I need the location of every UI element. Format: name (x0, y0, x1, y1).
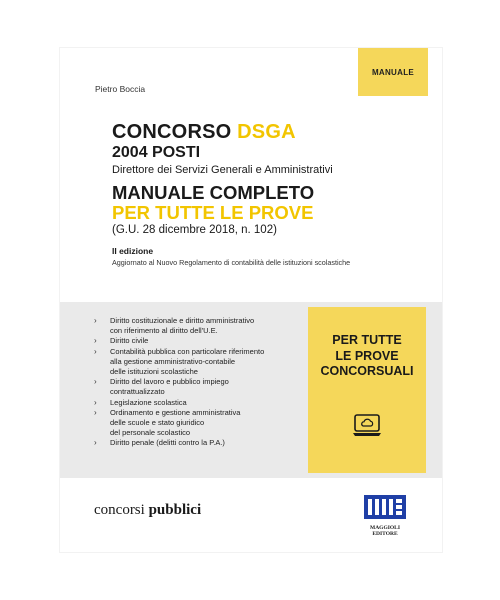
topic-text: Legislazione scolastica (110, 397, 187, 407)
all-exams-text (308, 333, 426, 380)
publisher-suffix: EDITORE (372, 531, 398, 537)
bullet-chevron-icon: › (94, 407, 97, 417)
series-logo (94, 502, 201, 519)
topic-text: Diritto costituzionale e diritto amministrativo (110, 316, 255, 325)
update-note: Aggiornato al Nuovo Regolamento di contabilità delle istituzioni scolastiche (112, 258, 351, 267)
role-subtitle: Direttore dei Servizi Generali e Amministrativi (112, 164, 333, 176)
all-exams-box (308, 307, 426, 473)
topic-text: Diritto civile (110, 336, 149, 346)
topic-item-continuation (94, 367, 304, 377)
topics-list (94, 316, 304, 449)
main-title-accent: DSGA (237, 121, 296, 143)
topic-item (94, 347, 304, 357)
author-name: Pietro Boccia (95, 84, 146, 94)
topic-text: contrattualizzato (110, 387, 165, 397)
publisher-logo (360, 494, 410, 537)
topic-item-continuation (94, 428, 304, 438)
manual-title: MANUALE COMPLETO (112, 182, 315, 203)
topic-item (94, 336, 304, 346)
topic-text: Ordinamento e gestione amministrativa (110, 407, 241, 417)
all-exams-line-3: CONCORSUALI (320, 364, 414, 378)
topic-item-continuation (94, 418, 304, 428)
posts-count: 2004 POSTI (112, 144, 201, 161)
book-cover (60, 48, 442, 552)
topic-item-continuation (94, 387, 304, 397)
topic-text: Diritto del lavoro e pubblico impiego (110, 377, 229, 387)
gazette-reference: (G.U. 28 dicembre 2018, n. 102) (112, 224, 277, 236)
main-title-prefix: CONCORSO (112, 121, 232, 143)
topic-item (94, 377, 304, 387)
topic-item (94, 398, 304, 408)
all-exams-line-1: PER TUTTE (332, 333, 402, 347)
manuale-tag: MANUALE (358, 48, 428, 96)
publisher-name: MAGGIOLI (370, 525, 400, 531)
topics-panel (60, 302, 442, 478)
bullet-chevron-icon: › (94, 336, 97, 346)
topic-text: Contabilità pubblica con particolare riferimento (110, 346, 265, 356)
manual-subtitle: PER TUTTE LE PROVE (112, 202, 314, 223)
bullet-chevron-icon: › (94, 346, 97, 356)
title-block (112, 121, 432, 267)
topic-text: delle scuole e stato giuridico (110, 418, 205, 428)
topic-item-continuation (94, 357, 304, 367)
all-exams-line-2: LE PROVE (335, 348, 399, 363)
laptop-cloud-icon (352, 413, 382, 439)
topic-text: Diritto penale (delitti contro la P.A.) (110, 438, 225, 448)
main-title (112, 121, 432, 143)
bullet-chevron-icon: › (94, 377, 97, 387)
topic-item (94, 408, 304, 418)
maggioli-mark-icon (360, 494, 410, 520)
topic-item (94, 316, 304, 326)
topic-item-continuation (94, 326, 304, 336)
bullet-chevron-icon: › (94, 316, 97, 325)
topic-text: del personale scolastico (110, 428, 191, 438)
bullet-chevron-icon: › (94, 397, 97, 407)
topic-text: delle istituzioni scolastiche (110, 367, 198, 377)
series-logo-second: pubblici (148, 502, 202, 518)
bullet-chevron-icon: › (94, 438, 97, 448)
topic-text: con riferimento al diritto dell'U.E. (110, 326, 218, 336)
topic-text: alla gestione amministrativo-contabile (110, 356, 236, 366)
edition-label: II edizione (112, 246, 154, 256)
topic-item (94, 438, 304, 448)
series-logo-first: concorsi (94, 502, 149, 518)
